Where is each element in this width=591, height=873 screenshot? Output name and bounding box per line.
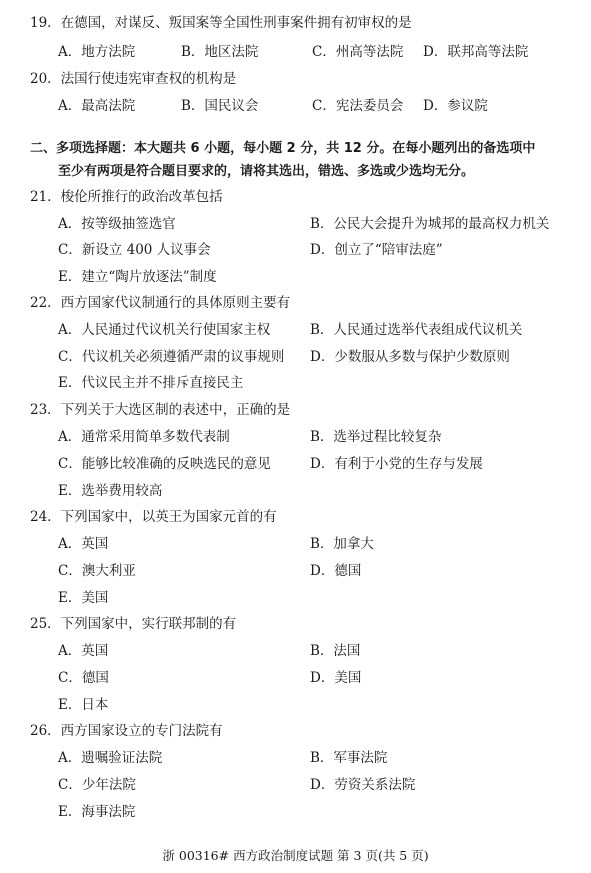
option-b: B．法国	[310, 643, 361, 659]
question-21-stem: 21．梭伦所推行的政治改革包括	[30, 189, 223, 205]
option-b: B．公民大会提升为城邦的最高权力机关	[310, 216, 550, 232]
option-c: C．澳大利亚	[58, 563, 136, 579]
option-c: C．少年法院	[58, 777, 136, 793]
option-c: C．能够比较准确的反映选民的意见	[58, 456, 271, 472]
option-d: D．有利于小党的生存与发展	[310, 456, 483, 472]
option-e: E．日本	[58, 697, 109, 713]
option-d: D．德国	[310, 563, 362, 579]
question-19-stem: 19．在德国，对谋反、叛国案等全国性刑事案件拥有初审权的是	[30, 15, 412, 31]
option-c: C．州高等法院	[312, 44, 404, 60]
option-a: A．英国	[58, 536, 109, 552]
option-d: D．少数服从多数与保护少数原则	[310, 349, 510, 365]
option-e: E．海事法院	[58, 804, 136, 820]
option-d: D．参议院	[423, 98, 488, 114]
option-a: A．英国	[58, 643, 109, 659]
question-26-stem: 26．西方国家设立的专门法院有	[30, 723, 223, 739]
option-b: B．加拿大	[310, 536, 374, 552]
option-b: B．地区法院	[181, 44, 259, 60]
option-c: C．新设立 400 人议事会	[58, 242, 211, 258]
option-b: B．军事法院	[310, 750, 388, 766]
option-b: B．选举过程比较复杂	[310, 429, 442, 445]
option-c: C．宪法委员会	[312, 98, 404, 114]
option-b: B．人民通过选举代表组成代议机关	[310, 322, 523, 338]
option-d: D．美国	[310, 670, 362, 686]
option-e: E．代议民主并不排斥直接民主	[58, 375, 244, 391]
option-c: C．德国	[58, 670, 109, 686]
option-a: A．遗嘱验证法院	[58, 750, 163, 766]
option-b: B．国民议会	[181, 98, 259, 114]
option-e: E．选举费用较高	[58, 483, 163, 499]
option-d: D．劳资关系法院	[310, 777, 416, 793]
option-a: A．地方法院	[58, 44, 136, 60]
option-a: A．通常采用简单多数代表制	[58, 429, 230, 445]
option-e: E．建立“陶片放逐法”制度	[58, 269, 217, 285]
option-a: A．最高法院	[58, 98, 136, 114]
question-24-stem: 24．下列国家中，以英王为国家元首的有	[30, 509, 277, 525]
option-d: D．创立了“陪审法庭”	[310, 242, 443, 258]
option-d: D．联邦高等法院	[423, 44, 529, 60]
option-a: A．按等级抽签选官	[58, 216, 176, 232]
option-e: E．美国	[58, 590, 109, 606]
option-c: C．代议机关必须遵循严肃的议事规则	[58, 349, 285, 365]
section-header-line1: 二、多项选择题：本大题共 6 小题，每小题 2 分，共 12 分。在每小题列出的备选项中	[30, 141, 536, 156]
question-25-stem: 25．下列国家中，实行联邦制的有	[30, 616, 237, 632]
question-23-stem: 23．下列关于大选区制的表述中，正确的是	[30, 402, 291, 418]
question-20-stem: 20．法国行使违宪审查权的机构是	[30, 71, 237, 87]
section-header-line2: 至少有两项是符合题目要求的，请将其选出，错选、多选或少选均无分。	[58, 164, 475, 179]
question-22-stem: 22．西方国家代议制通行的具体原则主要有	[30, 295, 291, 311]
page-footer: 浙 00316# 西方政治制度试题 第 3 页(共 5 页)	[162, 848, 429, 863]
option-a: A．人民通过代议机关行使国家主权	[58, 322, 271, 338]
